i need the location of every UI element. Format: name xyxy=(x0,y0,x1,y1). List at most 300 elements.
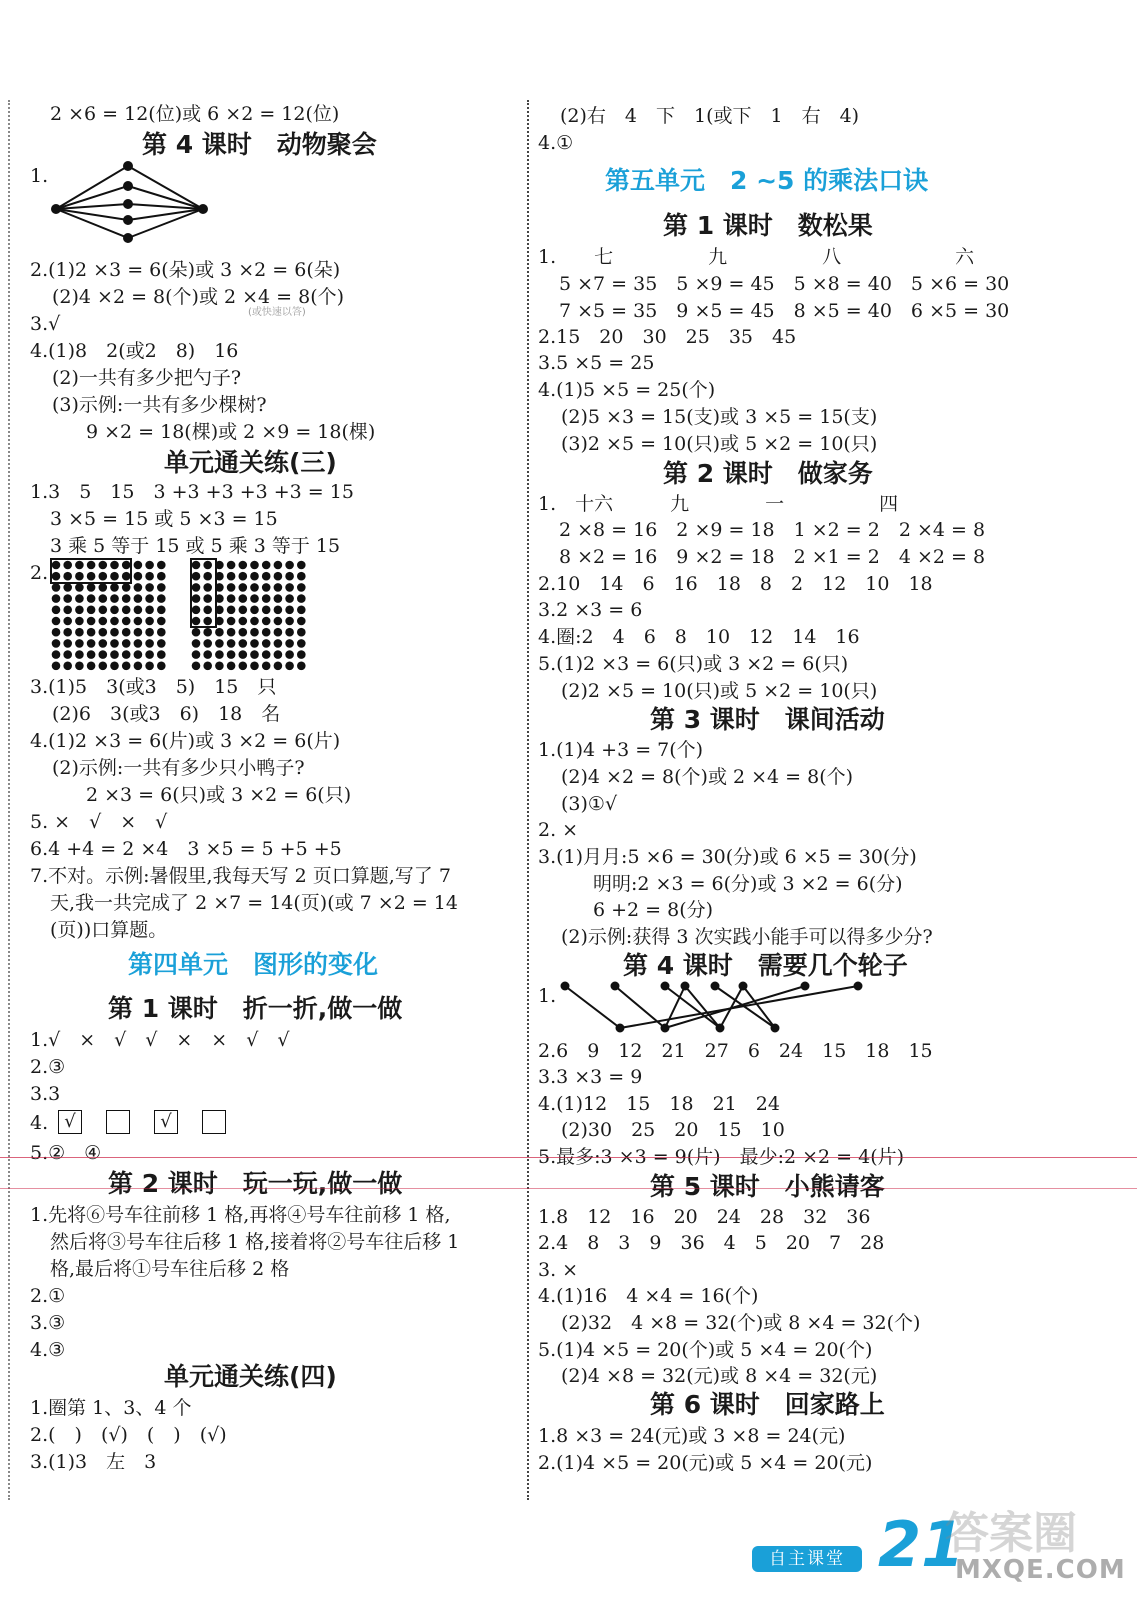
dot xyxy=(250,572,259,581)
dot xyxy=(262,594,271,603)
text-line: (2)一共有多少把勺子? xyxy=(52,367,242,389)
text-line: 1.(1)4 +3 = 7(个) xyxy=(538,739,704,761)
dot xyxy=(63,606,72,615)
dot xyxy=(203,628,212,637)
text-line: 3. × xyxy=(538,1259,579,1281)
dot xyxy=(274,594,283,603)
dot xyxy=(99,606,108,615)
dot xyxy=(52,617,61,626)
dot xyxy=(52,583,61,592)
scan-line xyxy=(0,1188,1137,1189)
text-line: 5.(1)2 ×3 = 6(只)或 3 ×2 = 6(只) xyxy=(538,653,849,675)
dot xyxy=(75,650,84,659)
dot xyxy=(122,606,131,615)
text-line: 5.② ④ xyxy=(30,1142,102,1164)
text-line: 天,我一共完成了 2 ×7 = 14(页)(或 7 ×2 = 14 xyxy=(50,892,458,914)
unit-heading: 第五单元 2 ~5 的乘法口诀 xyxy=(605,166,929,195)
dot xyxy=(145,606,154,615)
text-line: 2 ×3 = 6(只)或 3 ×2 = 6(只) xyxy=(86,784,352,806)
dot xyxy=(203,583,212,592)
text-line: 4.圈:2 4 6 8 10 12 14 16 xyxy=(538,626,860,648)
text-line: 6 +2 = 8(分) xyxy=(593,899,714,921)
dot xyxy=(110,606,119,615)
dot xyxy=(63,572,72,581)
dot xyxy=(203,561,212,570)
text-line: (2)6 3(或3 6) 18 名 xyxy=(52,703,281,725)
dot xyxy=(239,572,248,581)
text-line: (2)4 ×2 = 8(个)或 2 ×4 = 8(个) xyxy=(52,286,345,308)
text-line: 2.( ) (√) ( ) (√) xyxy=(30,1424,227,1446)
dot xyxy=(285,572,294,581)
dot xyxy=(110,628,119,637)
text-line: 3.2 ×3 = 6 xyxy=(538,599,643,621)
lesson-heading: 第 1 课时 折一折,做一做 xyxy=(108,994,403,1023)
text-line: 然后将③号车往后移 1 格,接着将②号车往后移 1 xyxy=(50,1231,460,1253)
text-line: (3)①√ xyxy=(561,793,618,815)
dot xyxy=(297,606,306,615)
text-line: 2.10 14 6 16 18 8 2 12 10 18 xyxy=(538,573,933,595)
text-line: 3.(1)5 3(或3 5) 15 只 xyxy=(30,676,277,698)
text-line: (2)右 4 下 1(或下 1 右 4) xyxy=(560,105,860,127)
dot xyxy=(285,561,294,570)
text-line: (2)2 ×5 = 10(只)或 5 ×2 = 10(只) xyxy=(561,680,878,702)
dot xyxy=(227,628,236,637)
dot xyxy=(52,650,61,659)
dot xyxy=(250,594,259,603)
question-number: 1. xyxy=(538,985,557,1007)
dot xyxy=(87,650,96,659)
text-line: 7.不对。示例:暑假里,我每天写 2 页口算题,写了 7 xyxy=(30,865,451,887)
text-line: 3 ×5 = 15 或 5 ×3 = 15 xyxy=(50,508,278,530)
text-line: 3.3 ×3 = 9 xyxy=(538,1066,643,1088)
answer-box: √ xyxy=(154,1110,178,1134)
text-line: 1.3 5 15 3 +3 +3 +3 +3 = 15 xyxy=(30,481,354,503)
dot xyxy=(262,583,271,592)
dot xyxy=(250,617,259,626)
dot xyxy=(87,662,96,671)
lesson-heading: 第 4 课时 需要几个轮子 xyxy=(623,951,908,980)
dot xyxy=(274,583,283,592)
margin-dotted-line xyxy=(8,100,10,1500)
text-line: 2.③ xyxy=(30,1056,66,1078)
text-line: 1.√ × √ √ × × √ √ xyxy=(30,1029,290,1051)
dot xyxy=(75,561,84,570)
dot xyxy=(297,561,306,570)
dot xyxy=(262,572,271,581)
dot xyxy=(87,594,96,603)
text-line: 1.8 12 16 20 24 28 32 36 xyxy=(538,1206,871,1228)
dot xyxy=(239,606,248,615)
text-line: 2.4 8 3 9 36 4 5 20 7 28 xyxy=(538,1232,885,1254)
line-matching-figure xyxy=(560,978,880,1038)
dot xyxy=(157,594,166,603)
dot xyxy=(285,583,294,592)
dot xyxy=(203,662,212,671)
dot xyxy=(215,639,224,648)
dot xyxy=(87,583,96,592)
text-line: 9 ×2 = 18(棵)或 2 ×9 = 18(棵) xyxy=(86,421,376,443)
dot xyxy=(145,583,154,592)
dot xyxy=(75,662,84,671)
dot xyxy=(239,594,248,603)
dot xyxy=(87,561,96,570)
dot xyxy=(203,572,212,581)
dot xyxy=(63,583,72,592)
text-line: 3 乘 5 等于 15 或 5 乘 3 等于 15 xyxy=(50,535,341,557)
text-line: 3.√ xyxy=(30,313,61,335)
dot xyxy=(157,606,166,615)
text-line: 2.① xyxy=(30,1285,66,1307)
dot xyxy=(110,617,119,626)
dot xyxy=(122,617,131,626)
dot xyxy=(274,572,283,581)
text-line: (2)4 ×2 = 8(个)或 2 ×4 = 8(个) xyxy=(561,766,854,788)
dot xyxy=(134,650,143,659)
text-line: 3.(1)月月:5 ×6 = 30(分)或 6 ×5 = 30(分) xyxy=(538,846,917,868)
dot xyxy=(297,628,306,637)
dot xyxy=(99,650,108,659)
dot xyxy=(99,561,108,570)
dot xyxy=(227,617,236,626)
dot xyxy=(157,561,166,570)
question-number: 1. xyxy=(30,165,49,187)
text-line: 1.先将⑥号车往前移 1 格,再将④号车往前移 1 格, xyxy=(30,1204,451,1226)
dot xyxy=(63,650,72,659)
lesson-heading: 第 1 课时 数松果 xyxy=(663,211,873,240)
dot xyxy=(75,606,84,615)
dot xyxy=(192,561,201,570)
dot xyxy=(63,594,72,603)
dot xyxy=(122,594,131,603)
dot xyxy=(122,650,131,659)
dot xyxy=(52,628,61,637)
dot xyxy=(110,650,119,659)
dot xyxy=(134,594,143,603)
page-number: 21 xyxy=(878,1508,965,1581)
dot xyxy=(274,561,283,570)
dot xyxy=(203,594,212,603)
dot xyxy=(122,561,131,570)
dot xyxy=(262,617,271,626)
dot xyxy=(134,561,143,570)
dot xyxy=(145,594,154,603)
lesson-heading: 第 3 课时 课间活动 xyxy=(650,705,885,734)
dot xyxy=(250,606,259,615)
answer-box xyxy=(202,1110,226,1134)
dot xyxy=(122,628,131,637)
lesson-heading: 第 6 课时 回家路上 xyxy=(650,1390,885,1419)
highlight-box xyxy=(191,559,216,627)
text-line: 4.③ xyxy=(30,1339,66,1361)
dot xyxy=(52,662,61,671)
text-line: (3)示例:一共有多少棵树? xyxy=(52,394,267,416)
dot xyxy=(134,617,143,626)
text-line: 3.5 ×5 = 25 xyxy=(538,352,655,374)
text-line: 格,最后将①号车往后移 2 格 xyxy=(50,1258,290,1280)
dot xyxy=(239,617,248,626)
dot xyxy=(192,628,201,637)
text-line: 4.(1)2 ×3 = 6(片)或 3 ×2 = 6(片) xyxy=(30,730,341,752)
dot xyxy=(157,583,166,592)
dot xyxy=(250,639,259,648)
dot xyxy=(134,606,143,615)
text-line: (3)2 ×5 = 10(只)或 5 ×2 = 10(只) xyxy=(561,433,878,455)
dot xyxy=(274,662,283,671)
watermark-url: MXQE.COM xyxy=(955,1555,1126,1585)
dot xyxy=(87,617,96,626)
dot xyxy=(239,662,248,671)
dot xyxy=(274,606,283,615)
dot xyxy=(203,650,212,659)
dot xyxy=(75,639,84,648)
lesson-heading: 第 2 课时 玩一玩,做一做 xyxy=(108,1169,403,1198)
dot xyxy=(250,628,259,637)
text-line: (页))口算题。 xyxy=(50,919,168,941)
dot xyxy=(285,594,294,603)
dot xyxy=(227,561,236,570)
watermark-logo: 答案圈 xyxy=(945,1508,1077,1559)
dot xyxy=(192,617,201,626)
answer-box: √ xyxy=(58,1110,82,1134)
dot xyxy=(215,650,224,659)
dot xyxy=(122,572,131,581)
dot xyxy=(52,606,61,615)
dot xyxy=(192,639,201,648)
text-line: 4.(1)16 4 ×4 = 16(个) xyxy=(538,1285,759,1307)
dot xyxy=(134,639,143,648)
dot xyxy=(110,639,119,648)
dot xyxy=(227,594,236,603)
dot xyxy=(99,662,108,671)
dot xyxy=(227,650,236,659)
dot xyxy=(297,583,306,592)
dot xyxy=(239,639,248,648)
dot xyxy=(227,606,236,615)
text-line: 2.(1)2 ×3 = 6(朵)或 3 ×2 = 6(朵) xyxy=(30,259,341,281)
dot xyxy=(99,572,108,581)
dot xyxy=(157,662,166,671)
text-line: 8 ×2 = 16 9 ×2 = 18 2 ×1 = 2 4 ×2 = 8 xyxy=(559,546,986,568)
dot xyxy=(110,561,119,570)
dot xyxy=(227,639,236,648)
dot xyxy=(63,561,72,570)
dot xyxy=(203,606,212,615)
dot xyxy=(87,606,96,615)
dot xyxy=(297,639,306,648)
dot xyxy=(110,572,119,581)
dot xyxy=(262,628,271,637)
dot xyxy=(145,639,154,648)
dot xyxy=(227,662,236,671)
dot xyxy=(274,617,283,626)
dot xyxy=(52,639,61,648)
text-line: 5. × √ × √ xyxy=(30,811,168,833)
footer-badge: 自主课堂 xyxy=(752,1546,862,1572)
text-line: 1.8 ×3 = 24(元)或 3 ×8 = 24(元) xyxy=(538,1425,846,1447)
dot xyxy=(239,583,248,592)
dot xyxy=(87,572,96,581)
text-line: 2.6 9 12 21 27 6 24 15 18 15 xyxy=(538,1040,933,1062)
dot xyxy=(52,561,61,570)
dot xyxy=(203,617,212,626)
dot xyxy=(122,639,131,648)
dot xyxy=(297,662,306,671)
dot xyxy=(134,572,143,581)
dot xyxy=(110,662,119,671)
dot xyxy=(250,650,259,659)
text-line: 2 ×8 = 16 2 ×9 = 18 1 ×2 = 2 2 ×4 = 8 xyxy=(559,519,986,541)
dot xyxy=(203,639,212,648)
dot xyxy=(63,639,72,648)
dot xyxy=(262,606,271,615)
text-line: (2)30 25 20 15 10 xyxy=(561,1119,785,1141)
dot xyxy=(274,628,283,637)
dot xyxy=(274,650,283,659)
dot xyxy=(145,628,154,637)
dot xyxy=(297,572,306,581)
dot xyxy=(192,583,201,592)
text-line: 明明:2 ×3 = 6(分)或 3 ×2 = 6(分) xyxy=(593,873,903,895)
dot xyxy=(99,583,108,592)
dot xyxy=(285,639,294,648)
dot xyxy=(99,617,108,626)
dot xyxy=(110,594,119,603)
dot xyxy=(250,662,259,671)
dot xyxy=(227,583,236,592)
lesson-heading: 第 4 课时 动物聚会 xyxy=(142,130,377,159)
text-line: 4.(1)12 15 18 21 24 xyxy=(538,1093,780,1115)
dot-array-figure xyxy=(50,557,315,673)
dot xyxy=(262,639,271,648)
dot xyxy=(274,639,283,648)
text-line: 5.最多:3 ×3 = 9(片) 最少:2 ×2 = 4(片) xyxy=(538,1146,905,1168)
lesson-heading: 第 2 课时 做家务 xyxy=(663,459,873,488)
text-line: (2)示例:一共有多少只小鸭子? xyxy=(52,757,305,779)
text-line: 1. 十六 九 一 四 xyxy=(538,493,899,515)
text-line: 2.15 20 30 25 35 45 xyxy=(538,326,797,348)
dot xyxy=(285,662,294,671)
dot xyxy=(239,628,248,637)
dot xyxy=(227,572,236,581)
faint-text: (或快速以答) xyxy=(248,307,306,318)
scan-line xyxy=(0,1157,1137,1158)
dot xyxy=(122,583,131,592)
dot xyxy=(99,594,108,603)
dot xyxy=(262,561,271,570)
text-line: (2)5 ×3 = 15(支)或 3 ×5 = 15(支) xyxy=(561,406,878,428)
dot xyxy=(239,561,248,570)
dot xyxy=(145,572,154,581)
dot xyxy=(250,583,259,592)
text-line: 3.(1)3 左 3 xyxy=(30,1451,157,1473)
text-line: 5 ×7 = 35 5 ×9 = 45 5 ×8 = 40 5 ×6 = 30 xyxy=(559,273,1010,295)
text-line: 7 ×5 = 35 9 ×5 = 45 8 ×5 = 40 6 ×5 = 30 xyxy=(559,300,1010,322)
text-line: 2.(1)4 ×5 = 20(元)或 5 ×4 = 20(元) xyxy=(538,1452,873,1474)
line-matching-figure xyxy=(48,160,218,255)
text-line: 3.③ xyxy=(30,1312,66,1334)
dot xyxy=(157,572,166,581)
dot xyxy=(285,628,294,637)
text-line: 2 ×6 = 12(位)或 6 ×2 = 12(位) xyxy=(50,103,340,125)
text-line: 4.(1)8 2(或2 8) 16 xyxy=(30,340,239,362)
text-line: 2. × xyxy=(538,819,579,841)
text-line: (2)4 ×8 = 32(元)或 8 ×4 = 32(元) xyxy=(561,1365,878,1387)
dot xyxy=(192,650,201,659)
dot xyxy=(192,606,201,615)
dot xyxy=(297,650,306,659)
text-line: (2)示例:获得 3 次实践小能手可以得多少分? xyxy=(561,926,933,948)
text-line: 4.① xyxy=(538,132,574,154)
dot xyxy=(157,650,166,659)
text-line: 5.(1)4 ×5 = 20(个)或 5 ×4 = 20(个) xyxy=(538,1339,873,1361)
text-line: 1. 七 九 八 六 xyxy=(538,246,975,268)
dot xyxy=(134,662,143,671)
dot xyxy=(63,617,72,626)
dot xyxy=(75,583,84,592)
dot xyxy=(87,639,96,648)
text-line: 1.圈第 1、3、4 个 xyxy=(30,1397,192,1419)
dot xyxy=(192,594,201,603)
dot xyxy=(239,650,248,659)
dot xyxy=(63,628,72,637)
dot xyxy=(285,606,294,615)
dot xyxy=(52,572,61,581)
dot xyxy=(215,662,224,671)
unit-heading: 第四单元 图形的变化 xyxy=(128,950,379,979)
dot xyxy=(99,639,108,648)
dot xyxy=(99,628,108,637)
text-line: 3.3 xyxy=(30,1083,61,1105)
dot xyxy=(157,639,166,648)
dot xyxy=(285,650,294,659)
answer-box xyxy=(106,1110,130,1134)
dot xyxy=(52,594,61,603)
dot xyxy=(110,583,119,592)
dot xyxy=(134,583,143,592)
column-separator xyxy=(527,100,529,1500)
text-line: (2)32 4 ×8 = 32(个)或 8 ×4 = 32(个) xyxy=(561,1312,921,1334)
text-line: 4. xyxy=(30,1112,49,1134)
dot xyxy=(262,662,271,671)
unit-review-heading: 单元通关练(三) xyxy=(164,448,337,477)
dot xyxy=(63,662,72,671)
dot xyxy=(215,628,224,637)
dot xyxy=(192,662,201,671)
dot xyxy=(75,628,84,637)
dot xyxy=(157,617,166,626)
dot xyxy=(297,617,306,626)
dot xyxy=(75,594,84,603)
dot xyxy=(297,594,306,603)
dot xyxy=(145,662,154,671)
dot xyxy=(285,617,294,626)
dot xyxy=(262,650,271,659)
dot xyxy=(87,628,96,637)
dot xyxy=(157,628,166,637)
dot xyxy=(75,617,84,626)
dot xyxy=(192,572,201,581)
lesson-heading: 第 5 课时 小熊请客 xyxy=(650,1172,885,1201)
dot xyxy=(145,561,154,570)
text-line: 4.(1)5 ×5 = 25(个) xyxy=(538,379,716,401)
dot xyxy=(122,662,131,671)
dot xyxy=(134,628,143,637)
dot xyxy=(250,561,259,570)
dot xyxy=(145,650,154,659)
text-line: 6.4 +4 = 2 ×4 3 ×5 = 5 +5 +5 xyxy=(30,838,342,860)
dot xyxy=(75,572,84,581)
dot xyxy=(145,617,154,626)
